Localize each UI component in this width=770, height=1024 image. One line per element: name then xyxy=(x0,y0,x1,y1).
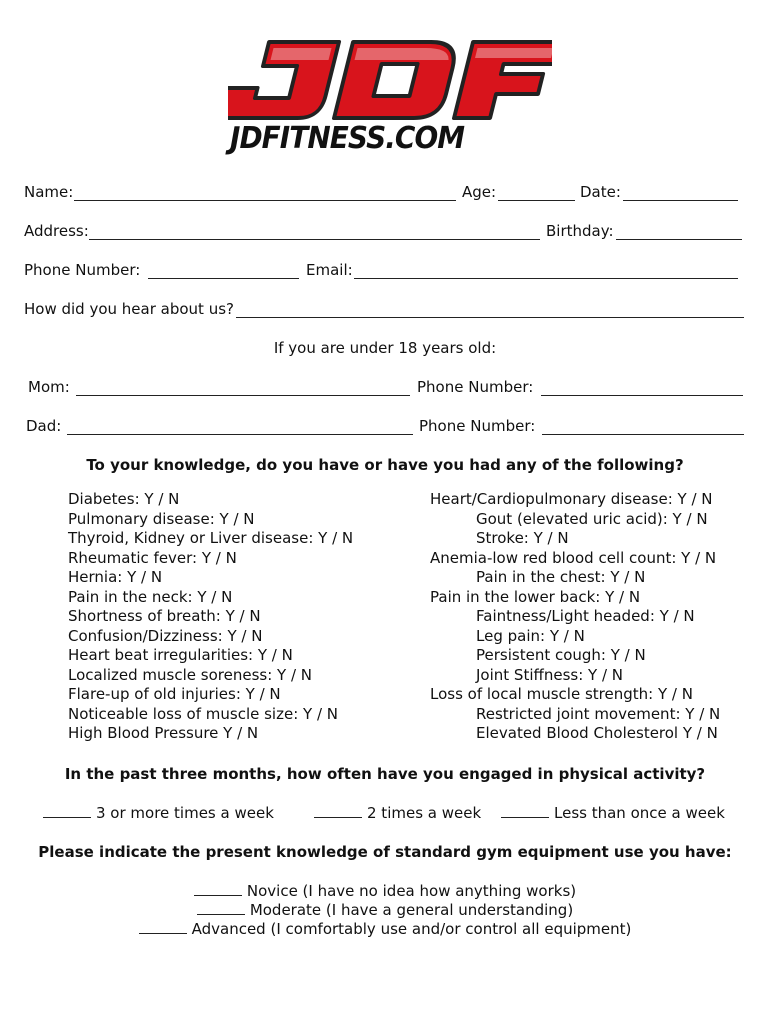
name-label: Name: xyxy=(24,183,74,201)
referral-row xyxy=(0,298,770,320)
condition-item[interactable]: Heart beat irregularities: Y / N xyxy=(68,646,293,664)
condition-item[interactable]: Hernia: Y / N xyxy=(68,568,163,586)
phone-field[interactable] xyxy=(148,278,299,279)
dad-row xyxy=(0,415,770,437)
condition-item[interactable]: Anemia-low red blood cell count: Y / N xyxy=(430,548,717,567)
condition-item[interactable]: Joint Stiffness: Y / N xyxy=(476,665,623,684)
dad-label: Dad: xyxy=(26,417,62,435)
mom-row xyxy=(0,376,770,398)
condition-item[interactable]: Diabetes: Y / N xyxy=(68,490,180,508)
equipment-blank[interactable] xyxy=(197,900,245,915)
referral-label: How did you hear about us? xyxy=(24,300,234,318)
condition-item[interactable]: Pain in the lower back: Y / N xyxy=(430,587,641,606)
date-field[interactable] xyxy=(623,200,738,201)
conditions-heading: To your knowledge, do you have or have you had any of the following? xyxy=(86,456,684,474)
activity-option xyxy=(314,802,481,824)
equipment-option xyxy=(0,918,770,940)
activity-option xyxy=(43,802,274,824)
address-label: Address: xyxy=(24,222,89,240)
equipment-option-label: Advanced (I comfortably use and/or control all equipment) xyxy=(191,920,632,938)
condition-item[interactable]: Stroke: Y / N xyxy=(476,529,569,547)
birthday-label: Birthday: xyxy=(546,222,614,240)
condition-item[interactable]: Persistent cough: Y / N xyxy=(476,646,646,664)
condition-item[interactable]: Leg pain: Y / N xyxy=(476,626,585,645)
condition-item[interactable]: Loss of local muscle strength: Y / N xyxy=(430,685,693,703)
condition-item[interactable]: Localized muscle soreness: Y / N xyxy=(68,665,312,684)
birthday-field[interactable] xyxy=(616,239,742,240)
address-field[interactable] xyxy=(89,239,540,240)
referral-field[interactable] xyxy=(236,317,744,318)
mom-name-field[interactable] xyxy=(76,395,410,396)
conditions-left-column xyxy=(68,490,353,744)
equipment-blank[interactable] xyxy=(194,881,242,896)
activity-blank[interactable] xyxy=(501,803,549,818)
name-row xyxy=(0,181,770,203)
email-label: Email: xyxy=(306,261,353,279)
mom-label: Mom: xyxy=(28,378,70,396)
activity-options-row xyxy=(0,802,770,824)
condition-item[interactable]: Flare-up of old injuries: Y / N xyxy=(68,685,281,703)
minor-note: If you are under 18 years old: xyxy=(273,339,497,357)
equipment-heading: Please indicate the present knowledge of standard gym equipment use you have: xyxy=(38,843,732,861)
conditions-right-column xyxy=(430,490,720,744)
condition-item[interactable]: Rheumatic fever: Y / N xyxy=(68,548,237,567)
condition-item[interactable]: Pain in the neck: Y / N xyxy=(68,587,233,606)
equipment-option-label: Novice (I have no idea how anything works) xyxy=(246,882,577,900)
condition-item[interactable]: Elevated Blood Cholesterol Y / N xyxy=(476,724,718,742)
phone-email-row xyxy=(0,259,770,281)
condition-item[interactable]: Pain in the chest: Y / N xyxy=(476,568,646,586)
condition-item[interactable]: Faintness/Light headed: Y / N xyxy=(476,607,695,625)
activity-blank[interactable] xyxy=(314,803,362,818)
activity-option-label: 3 or more times a week xyxy=(96,804,274,822)
equipment-option-label: Moderate (I have a general understanding) xyxy=(249,901,574,919)
mom-phone-label: Phone Number: xyxy=(417,378,534,396)
dad-name-field[interactable] xyxy=(67,434,413,435)
condition-item[interactable]: Heart/Cardiopulmonary disease: Y / N xyxy=(430,490,713,508)
activity-blank[interactable] xyxy=(43,803,91,818)
activity-option xyxy=(501,802,725,824)
name-field[interactable] xyxy=(74,200,456,201)
mom-phone-field[interactable] xyxy=(541,395,743,396)
condition-item[interactable]: High Blood Pressure Y / N xyxy=(68,724,259,742)
activity-option-label: Less than once a week xyxy=(554,804,725,822)
condition-item[interactable]: Confusion/Dizziness: Y / N xyxy=(68,626,263,645)
condition-item[interactable]: Pulmonary disease: Y / N xyxy=(68,509,255,528)
email-field[interactable] xyxy=(354,278,738,279)
age-field[interactable] xyxy=(498,200,575,201)
activity-heading: In the past three months, how often have you engaged in physical activity? xyxy=(64,765,706,783)
phone-label: Phone Number: xyxy=(24,261,141,279)
logo-wordmark: JDFITNESS.COM xyxy=(230,121,465,156)
condition-item[interactable]: Restricted joint movement: Y / N xyxy=(476,704,721,723)
activity-option-label: 2 times a week xyxy=(367,804,482,822)
condition-item[interactable]: Gout (elevated uric acid): Y / N xyxy=(476,509,708,528)
dad-phone-label: Phone Number: xyxy=(419,417,536,435)
condition-item[interactable]: Noticeable loss of muscle size: Y / N xyxy=(68,704,338,723)
address-row xyxy=(0,220,770,242)
age-label: Age: xyxy=(462,183,497,201)
dad-phone-field[interactable] xyxy=(542,434,744,435)
date-label: Date: xyxy=(580,183,621,201)
jdfitness-logo xyxy=(228,38,552,156)
equipment-blank[interactable] xyxy=(139,919,187,934)
condition-item[interactable]: Shortness of breath: Y / N xyxy=(68,607,261,625)
jdf-logo-mark xyxy=(228,38,552,124)
condition-item[interactable]: Thyroid, Kidney or Liver disease: Y / N xyxy=(68,529,354,547)
